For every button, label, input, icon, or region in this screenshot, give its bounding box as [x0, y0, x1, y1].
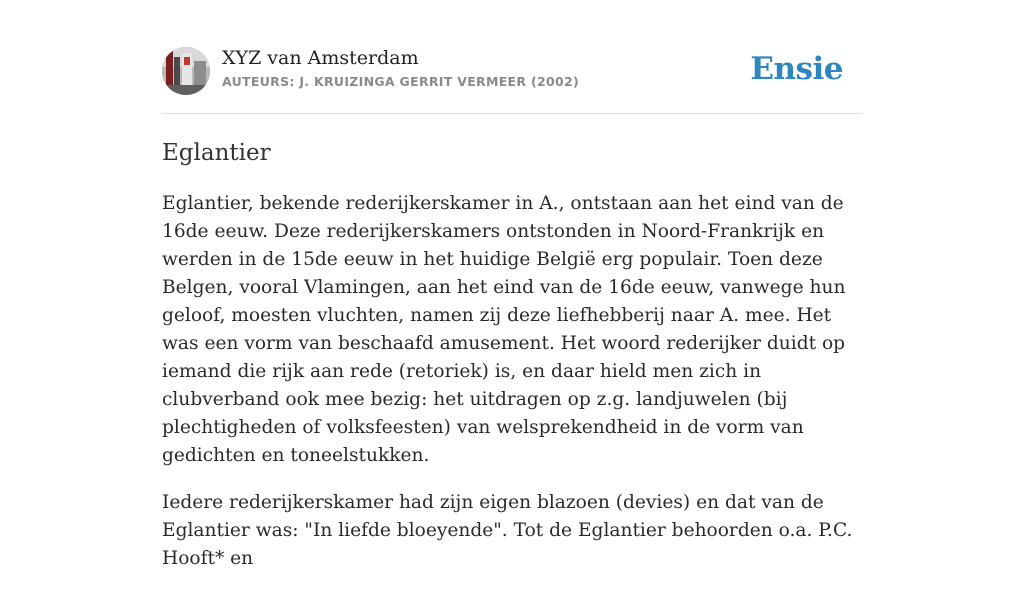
entry-title: Eglantier [162, 140, 271, 166]
header [162, 46, 862, 96]
entry-body [162, 190, 862, 592]
entry-paragraph: Iedere rederijkerskamer had zijn eigen blazoen (devies) en dat van de Eglantier was: "In liefde bloeyende". Tot de Eglantier behoorden o.a. P.C. Hooft* en [162, 492, 853, 569]
book-cover-avatar[interactable] [162, 47, 210, 95]
authors-label: AUTEURS: J. KRUIZINGA GERRIT VERMEER (2002) [222, 74, 579, 89]
entry-paragraph: Eglantier, bekende rederijkerskamer in A., ontstaan aan het eind van de 16de eeuw. Deze rederijkerskamers ontstonden in Noord-Frankrijk en werden in de 15de eeuw in het huidige België erg populair. Toen deze Belgen, vooral Vlamingen, aan het eind van de 16de eeuw, vanwege hun geloof, moesten vluchten, namen zij deze liefhebberij naar A. mee. Het was een vorm van beschaafd amusement. Het woord rederijker duidt op iemand die rijk aan rede (retoriek) is, en daar hield men zich in clubverband ook mee bezig: het uitdragen op z.g. landjuwelen (bij plechtigheden of volksfeesten) van welsprekendheid in de vorm van gedichten en toneelstukken. [162, 193, 846, 466]
book-cover-thumbnail-icon [162, 47, 210, 95]
ensie-logo[interactable]: Ensie [750, 51, 843, 87]
book-title-link[interactable]: XYZ van Amsterdam [222, 47, 419, 69]
header-divider [162, 113, 862, 114]
